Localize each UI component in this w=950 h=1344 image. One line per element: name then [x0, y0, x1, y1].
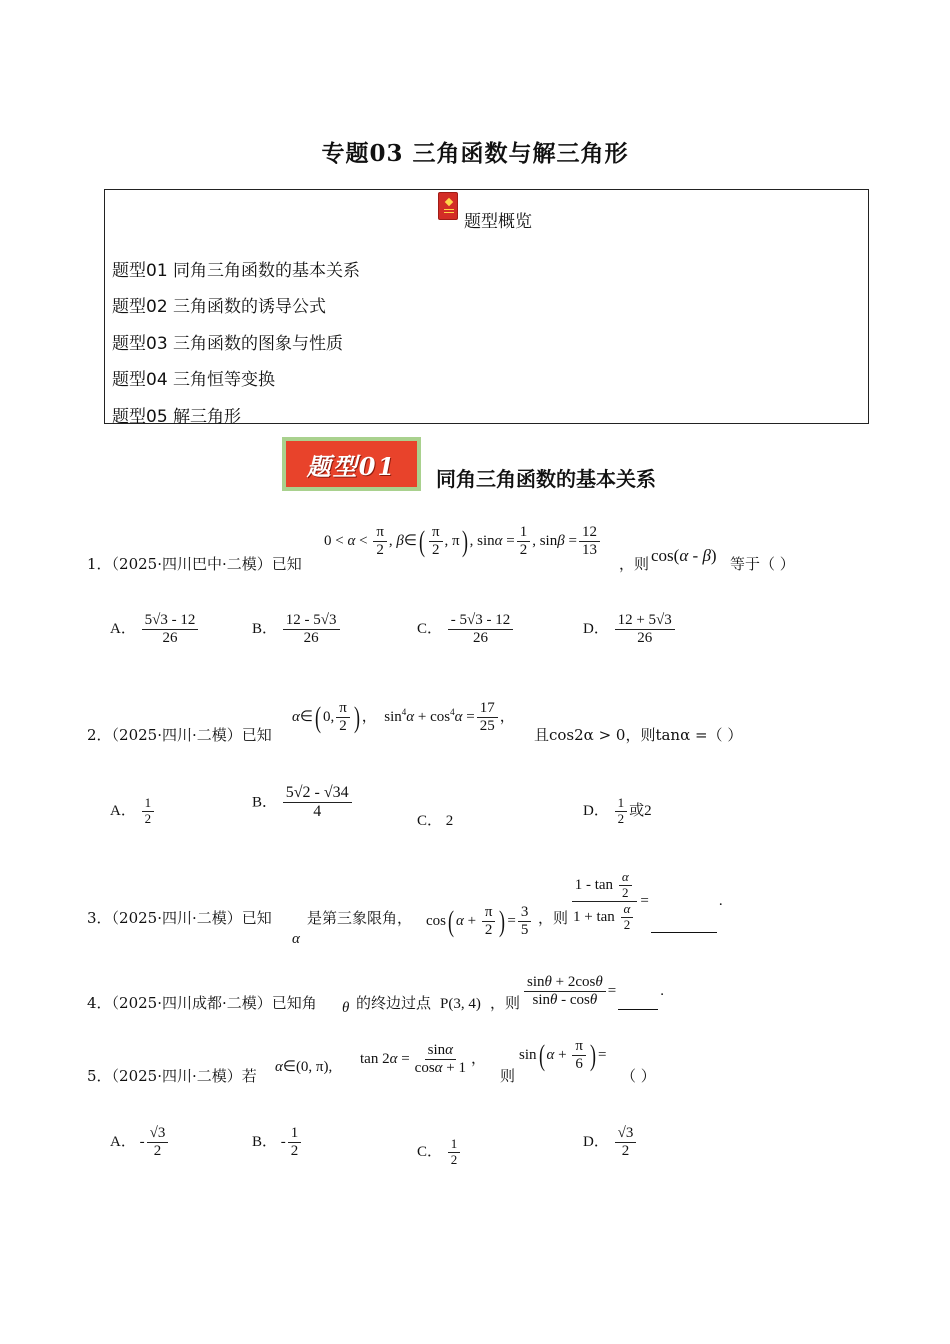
- option-c[interactable]: C． $\frac{- 5√3 - 12}{26}$: [417, 612, 515, 648]
- question-5-formula: tan 2α = $\frac{\sin\alpha}{\cos\alpha + 1}$ ，: [360, 1042, 487, 1077]
- question-1-stem: [87, 553, 302, 574]
- question-source: （2025·四川巴中·二模）已知: [111, 555, 302, 573]
- section-badge: [282, 437, 421, 491]
- section-badge-text: 题型01: [306, 451, 397, 481]
- question-3-stem: [87, 907, 272, 928]
- option-b[interactable]: B． $\frac{12 - 5√3}{26}$: [252, 612, 342, 648]
- section-title: 同角三角函数的基本关系: [436, 467, 656, 491]
- question-number: 1．: [87, 555, 112, 573]
- question-4-stem: [87, 992, 317, 1013]
- question-1-formula: 0 < α < $\frac{\pi}{2}$ , β∈( $\frac{\pi}{2}$ , π) , sinα = $\frac{1}{2}$ , sinβ = $\frac{12}{13}$: [324, 524, 602, 560]
- question-4-then: ，则: [490, 994, 521, 1012]
- question-3-condition: 是第三象限角，: [307, 909, 413, 927]
- question-source: （2025·四川·二模）已知: [111, 909, 272, 927]
- question-5-target: sin( α + $\frac{\pi}{6}$ ) =: [519, 1038, 607, 1073]
- question-number: 3．: [87, 909, 112, 927]
- question-5-then: 则: [500, 1067, 516, 1085]
- option-b[interactable]: B． - $\frac{1}{2}$: [252, 1125, 303, 1161]
- question-source: （2025·四川·二模）已知: [111, 726, 272, 744]
- question-4-condition: 的终边过点: [356, 994, 432, 1012]
- option-a[interactable]: A． $\frac{5√3 - 12}{26}$: [110, 612, 200, 648]
- question-number: 5．: [87, 1067, 112, 1085]
- question-4-expression: $\frac{\sin\theta + 2\cos\theta}{\sin\theta - \cos\theta}$ = .: [522, 974, 664, 1010]
- question-1-ask: 等于（ ）: [730, 555, 795, 573]
- question-5-domain: α∈(0, π),: [275, 1059, 333, 1075]
- overview-item: 题型03 三角函数的图象与性质: [112, 334, 344, 354]
- question-1-then: ，则: [619, 555, 650, 573]
- question-source: （2025·四川·二模）若: [111, 1067, 257, 1085]
- option-d[interactable]: D． $\frac{√3}{2}$: [583, 1125, 638, 1161]
- question-1-target: cos(α - β): [651, 546, 717, 565]
- question-2-stem: [87, 724, 272, 745]
- question-5-ask: （ ）: [621, 1067, 656, 1085]
- question-5-stem: [87, 1065, 257, 1086]
- question-2-condition: 且cos2α > 0，则tanα =（ ）: [534, 726, 743, 744]
- question-3-then: ，则: [538, 909, 569, 927]
- question-number: 2．: [87, 726, 112, 744]
- overview-item: 题型05 解三角形: [112, 407, 242, 427]
- option-b[interactable]: B． $\frac{5√2 - √34}{4}$: [252, 784, 354, 822]
- overview-item: 题型01 同角三角函数的基本关系: [112, 261, 361, 281]
- question-2-formula: α∈( 0, $\frac{\pi}{2}$ ) ， $\sin^4\alpha + \cos^4\alpha$ = $\frac{17}{25}$ ，: [292, 700, 515, 735]
- overview-box: [104, 189, 869, 427]
- answer-blank[interactable]: [618, 1008, 658, 1010]
- option-d[interactable]: D． $\frac{1}{2}$ 或2: [583, 795, 652, 826]
- option-d[interactable]: D． $\frac{12 + 5√3}{26}$: [583, 612, 677, 648]
- overview-item: 题型02 三角函数的诱导公式: [112, 297, 327, 317]
- option-a[interactable]: A． $\frac{1}{2}$: [110, 796, 156, 827]
- question-4-theta: θ: [342, 1000, 350, 1016]
- question-source: （2025·四川成都·二模）已知角: [111, 994, 317, 1012]
- overview-heading: 题型概览: [464, 212, 532, 232]
- option-c[interactable]: C． 2: [417, 813, 454, 829]
- question-3-expression: 1 - tan $\frac{\alpha}{2}$ 1 + tan $\frac{\alpha}{2}$ = .: [573, 869, 723, 932]
- question-4-point: P(3, 4): [440, 996, 481, 1012]
- page-title: 专题03 三角函数与解三角形: [321, 140, 629, 167]
- option-c[interactable]: C． $\frac{1}{2}$: [417, 1137, 462, 1168]
- question-3-formula: cos( α + $\frac{\pi}{2}$ ) = $\frac{3}{5}$: [426, 904, 533, 940]
- option-a[interactable]: A． - $\frac{√3}{2}$: [110, 1125, 170, 1161]
- book-icon: [438, 192, 458, 220]
- question-3-alpha: α: [292, 931, 300, 947]
- answer-blank[interactable]: [651, 931, 717, 933]
- overview-item: 题型04 三角恒等变换: [112, 370, 276, 390]
- question-number: 4．: [87, 994, 112, 1012]
